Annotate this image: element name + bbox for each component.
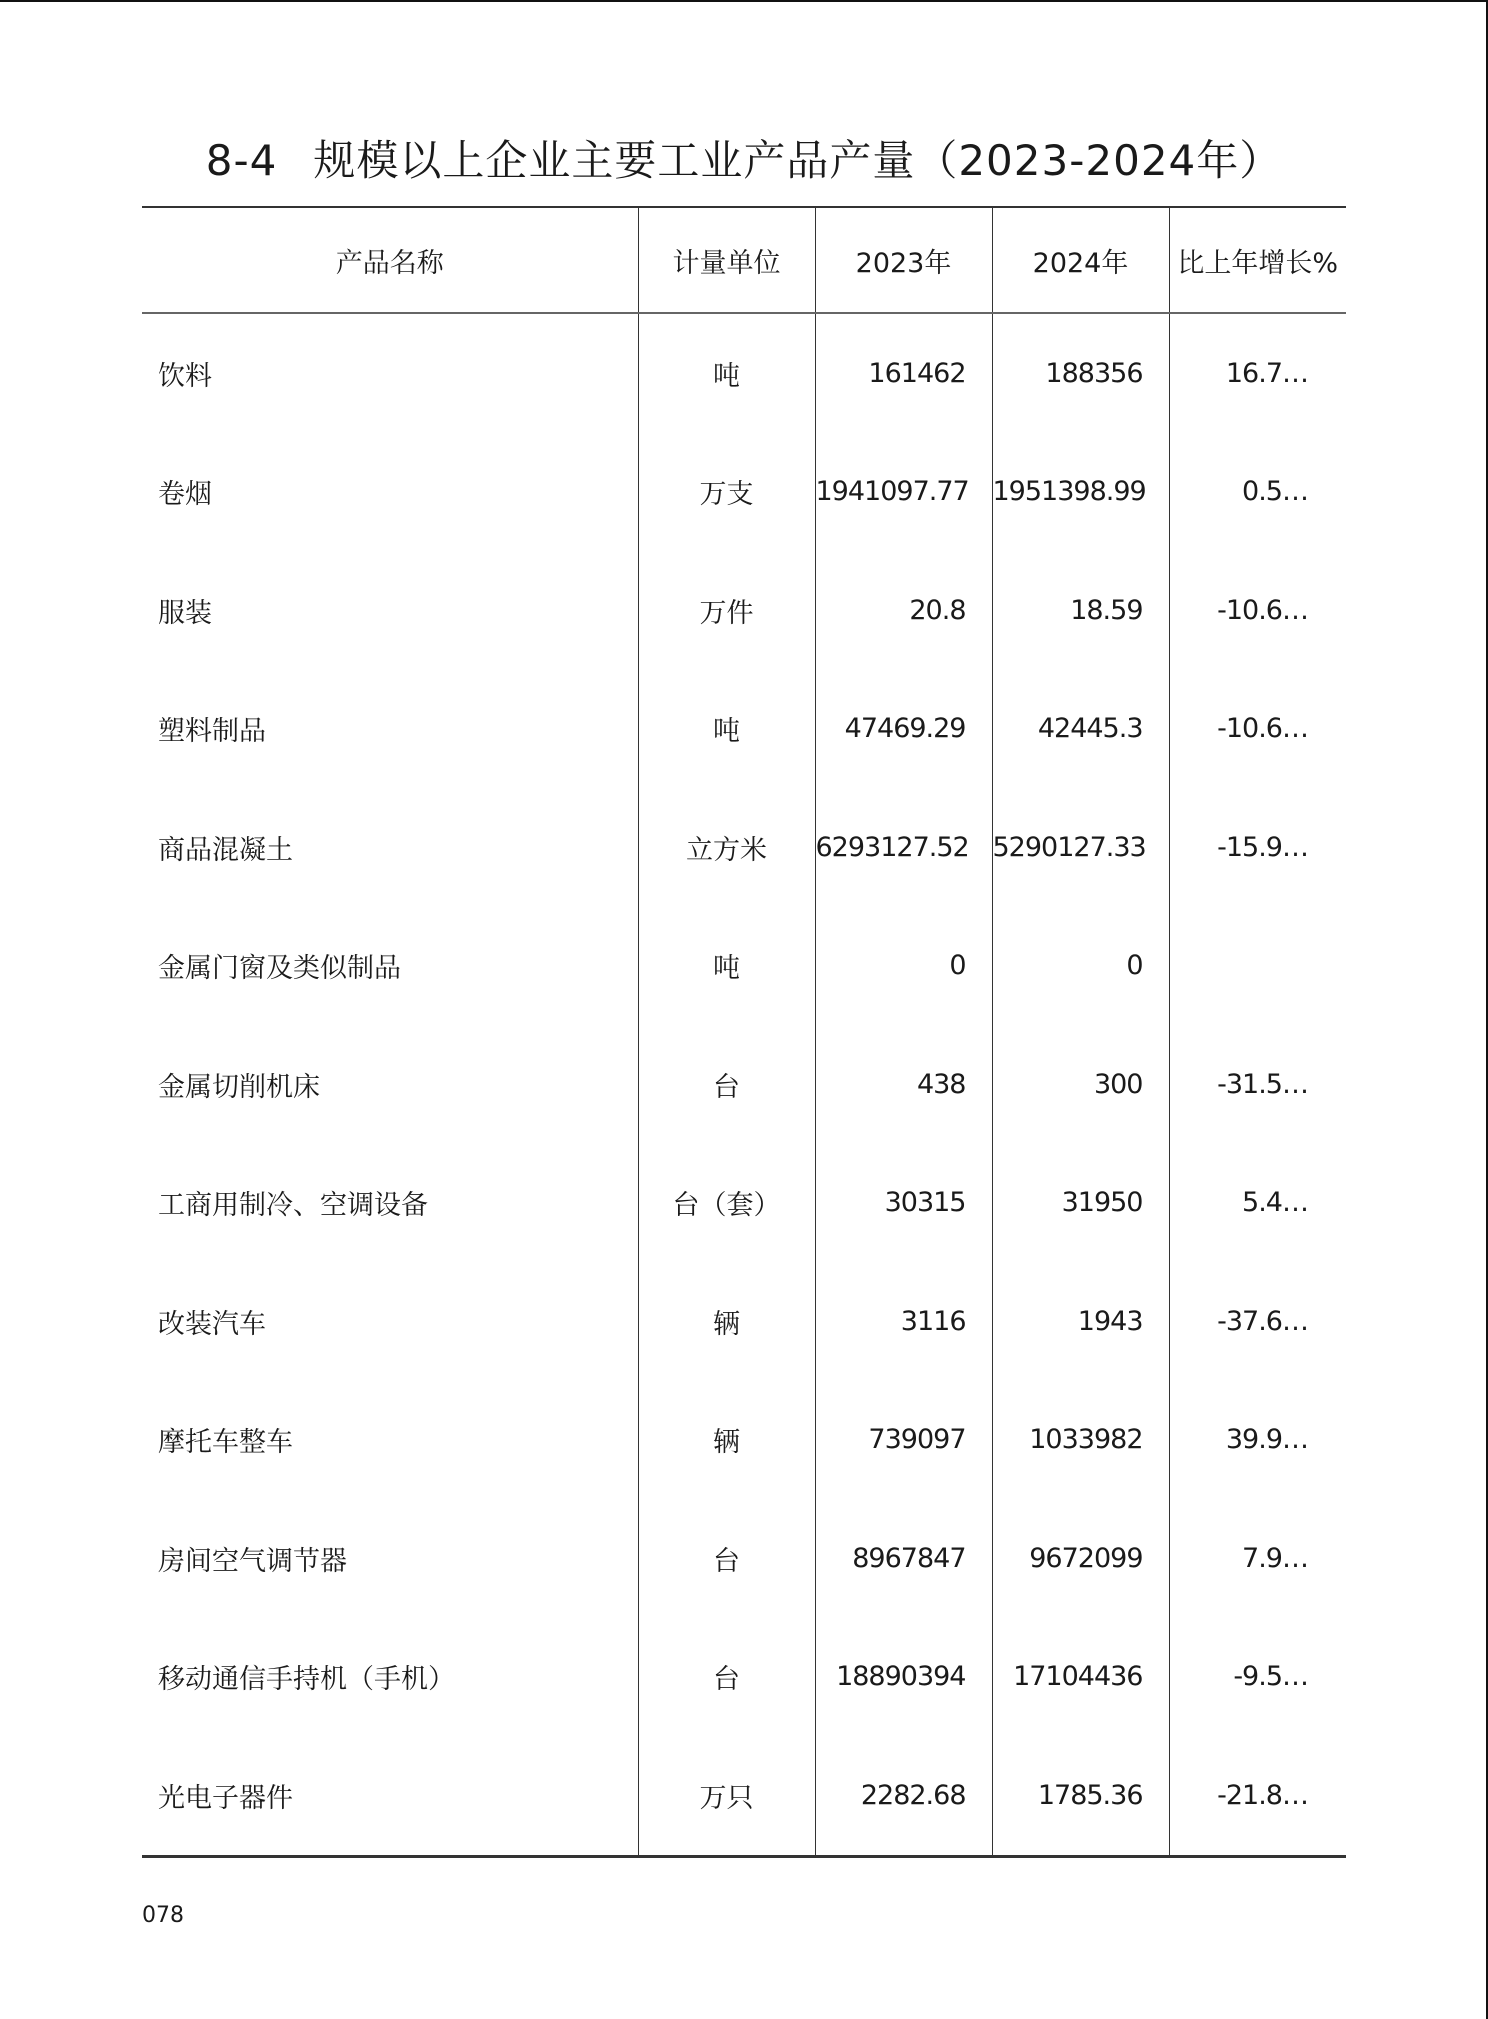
cell-2024: 188356: [992, 313, 1169, 433]
table-row: [142, 670, 1346, 789]
cell-2023: 438: [815, 1025, 992, 1144]
cell-product-name: 饮料: [158, 360, 212, 392]
cell-growth: 5.4…: [1169, 1144, 1346, 1263]
cell-growth: -15.9…: [1169, 788, 1346, 907]
header-year-2023: 2023年: [815, 207, 992, 313]
cell-2023: 739097: [815, 1381, 992, 1500]
table-row: [142, 1381, 1346, 1500]
header-product-name: 产品名称: [335, 247, 444, 279]
cell-unit: 万支: [638, 433, 815, 552]
cell-product-name: 改装汽车: [158, 1308, 266, 1340]
cell-2024: 0: [992, 907, 1169, 1026]
cell-unit: 辆: [638, 1262, 815, 1381]
cell-growth: [1169, 907, 1346, 1026]
cell-unit: 台: [638, 1618, 815, 1737]
table-row: [142, 1262, 1346, 1381]
cell-product-name: 服装: [158, 597, 212, 629]
cell-2023: 161462: [815, 313, 992, 433]
cell-product-name: 塑料制品: [158, 716, 266, 748]
cell-growth: -9.5…: [1169, 1618, 1346, 1737]
cell-2023: 6293127.52: [815, 788, 992, 907]
cell-2024: 31950: [992, 1144, 1169, 1263]
cell-2023: 18890394: [815, 1618, 992, 1737]
cell-growth: 16.7…: [1169, 313, 1346, 433]
cell-2024: 17104436: [992, 1618, 1169, 1737]
cell-growth: 39.9…: [1169, 1381, 1346, 1500]
table-row: [142, 1144, 1346, 1263]
cell-2023: 8967847: [815, 1499, 992, 1618]
cell-2023: 30315: [815, 1144, 992, 1263]
header-unit: 计量单位: [638, 207, 815, 313]
cell-product-name: 移动通信手持机（手机）: [158, 1664, 455, 1696]
cell-product-name: 金属切削机床: [158, 1071, 320, 1103]
page-title: [0, 128, 1488, 188]
cell-growth: -21.8…: [1169, 1736, 1346, 1856]
table-row: [142, 1025, 1346, 1144]
cell-product-name: 光电子器件: [158, 1782, 293, 1814]
table-row: [142, 433, 1346, 552]
cell-unit: 万件: [638, 551, 815, 670]
cell-2023: 47469.29: [815, 670, 992, 789]
table-row: [142, 788, 1346, 907]
cell-2024: 5290127.33: [992, 788, 1169, 907]
cell-unit: 吨: [638, 670, 815, 789]
cell-growth: -31.5…: [1169, 1025, 1346, 1144]
cell-product-name: 摩托车整车: [158, 1427, 293, 1459]
cell-2024: 18.59: [992, 551, 1169, 670]
table-row: [142, 313, 1346, 433]
cell-product-name: 卷烟: [158, 479, 212, 511]
cell-2023: 3116: [815, 1262, 992, 1381]
cell-2024: 9672099: [992, 1499, 1169, 1618]
cell-unit: 吨: [638, 907, 815, 1026]
table-title-text: 规模以上企业主要工业产品产量（2023-2024年）: [313, 136, 1283, 185]
cell-2023: 20.8: [815, 551, 992, 670]
cell-unit: 台: [638, 1025, 815, 1144]
cell-unit: 辆: [638, 1381, 815, 1500]
table-row: [142, 1499, 1346, 1618]
cell-2024: 42445.3: [992, 670, 1169, 789]
table-row: [142, 551, 1346, 670]
cell-product-name: 金属门窗及类似制品: [158, 953, 401, 985]
cell-product-name: 商品混凝土: [158, 834, 293, 866]
cell-growth: 0.5…: [1169, 433, 1346, 552]
page-number: 078: [142, 1903, 184, 1928]
header-year-2024: 2024年: [992, 207, 1169, 313]
header-row: [142, 207, 1346, 313]
table-row: [142, 1736, 1346, 1856]
cell-growth: -10.6…: [1169, 551, 1346, 670]
cell-2023: 2282.68: [815, 1736, 992, 1856]
cell-2024: 1951398.99: [992, 433, 1169, 552]
cell-2024: 300: [992, 1025, 1169, 1144]
cell-unit: 吨: [638, 313, 815, 433]
table-row: [142, 1618, 1346, 1737]
cell-2024: 1785.36: [992, 1736, 1169, 1856]
cell-unit: 立方米: [638, 788, 815, 907]
cell-2024: 1943: [992, 1262, 1169, 1381]
cell-growth: 7.9…: [1169, 1499, 1346, 1618]
table-number: 8-4: [205, 136, 278, 185]
cell-2023: 0: [815, 907, 992, 1026]
production-table: [142, 206, 1346, 1858]
cell-growth: -10.6…: [1169, 670, 1346, 789]
cell-growth: -37.6…: [1169, 1262, 1346, 1381]
header-growth: 比上年增长%: [1169, 207, 1346, 313]
cell-2024: 1033982: [992, 1381, 1169, 1500]
cell-product-name: 工商用制冷、空调设备: [158, 1190, 428, 1222]
cell-2023: 1941097.77: [815, 433, 992, 552]
cell-unit: 台（套）: [638, 1144, 815, 1263]
cell-product-name: 房间空气调节器: [158, 1545, 347, 1577]
cell-unit: 万只: [638, 1736, 815, 1856]
table-row: [142, 907, 1346, 1026]
cell-unit: 台: [638, 1499, 815, 1618]
